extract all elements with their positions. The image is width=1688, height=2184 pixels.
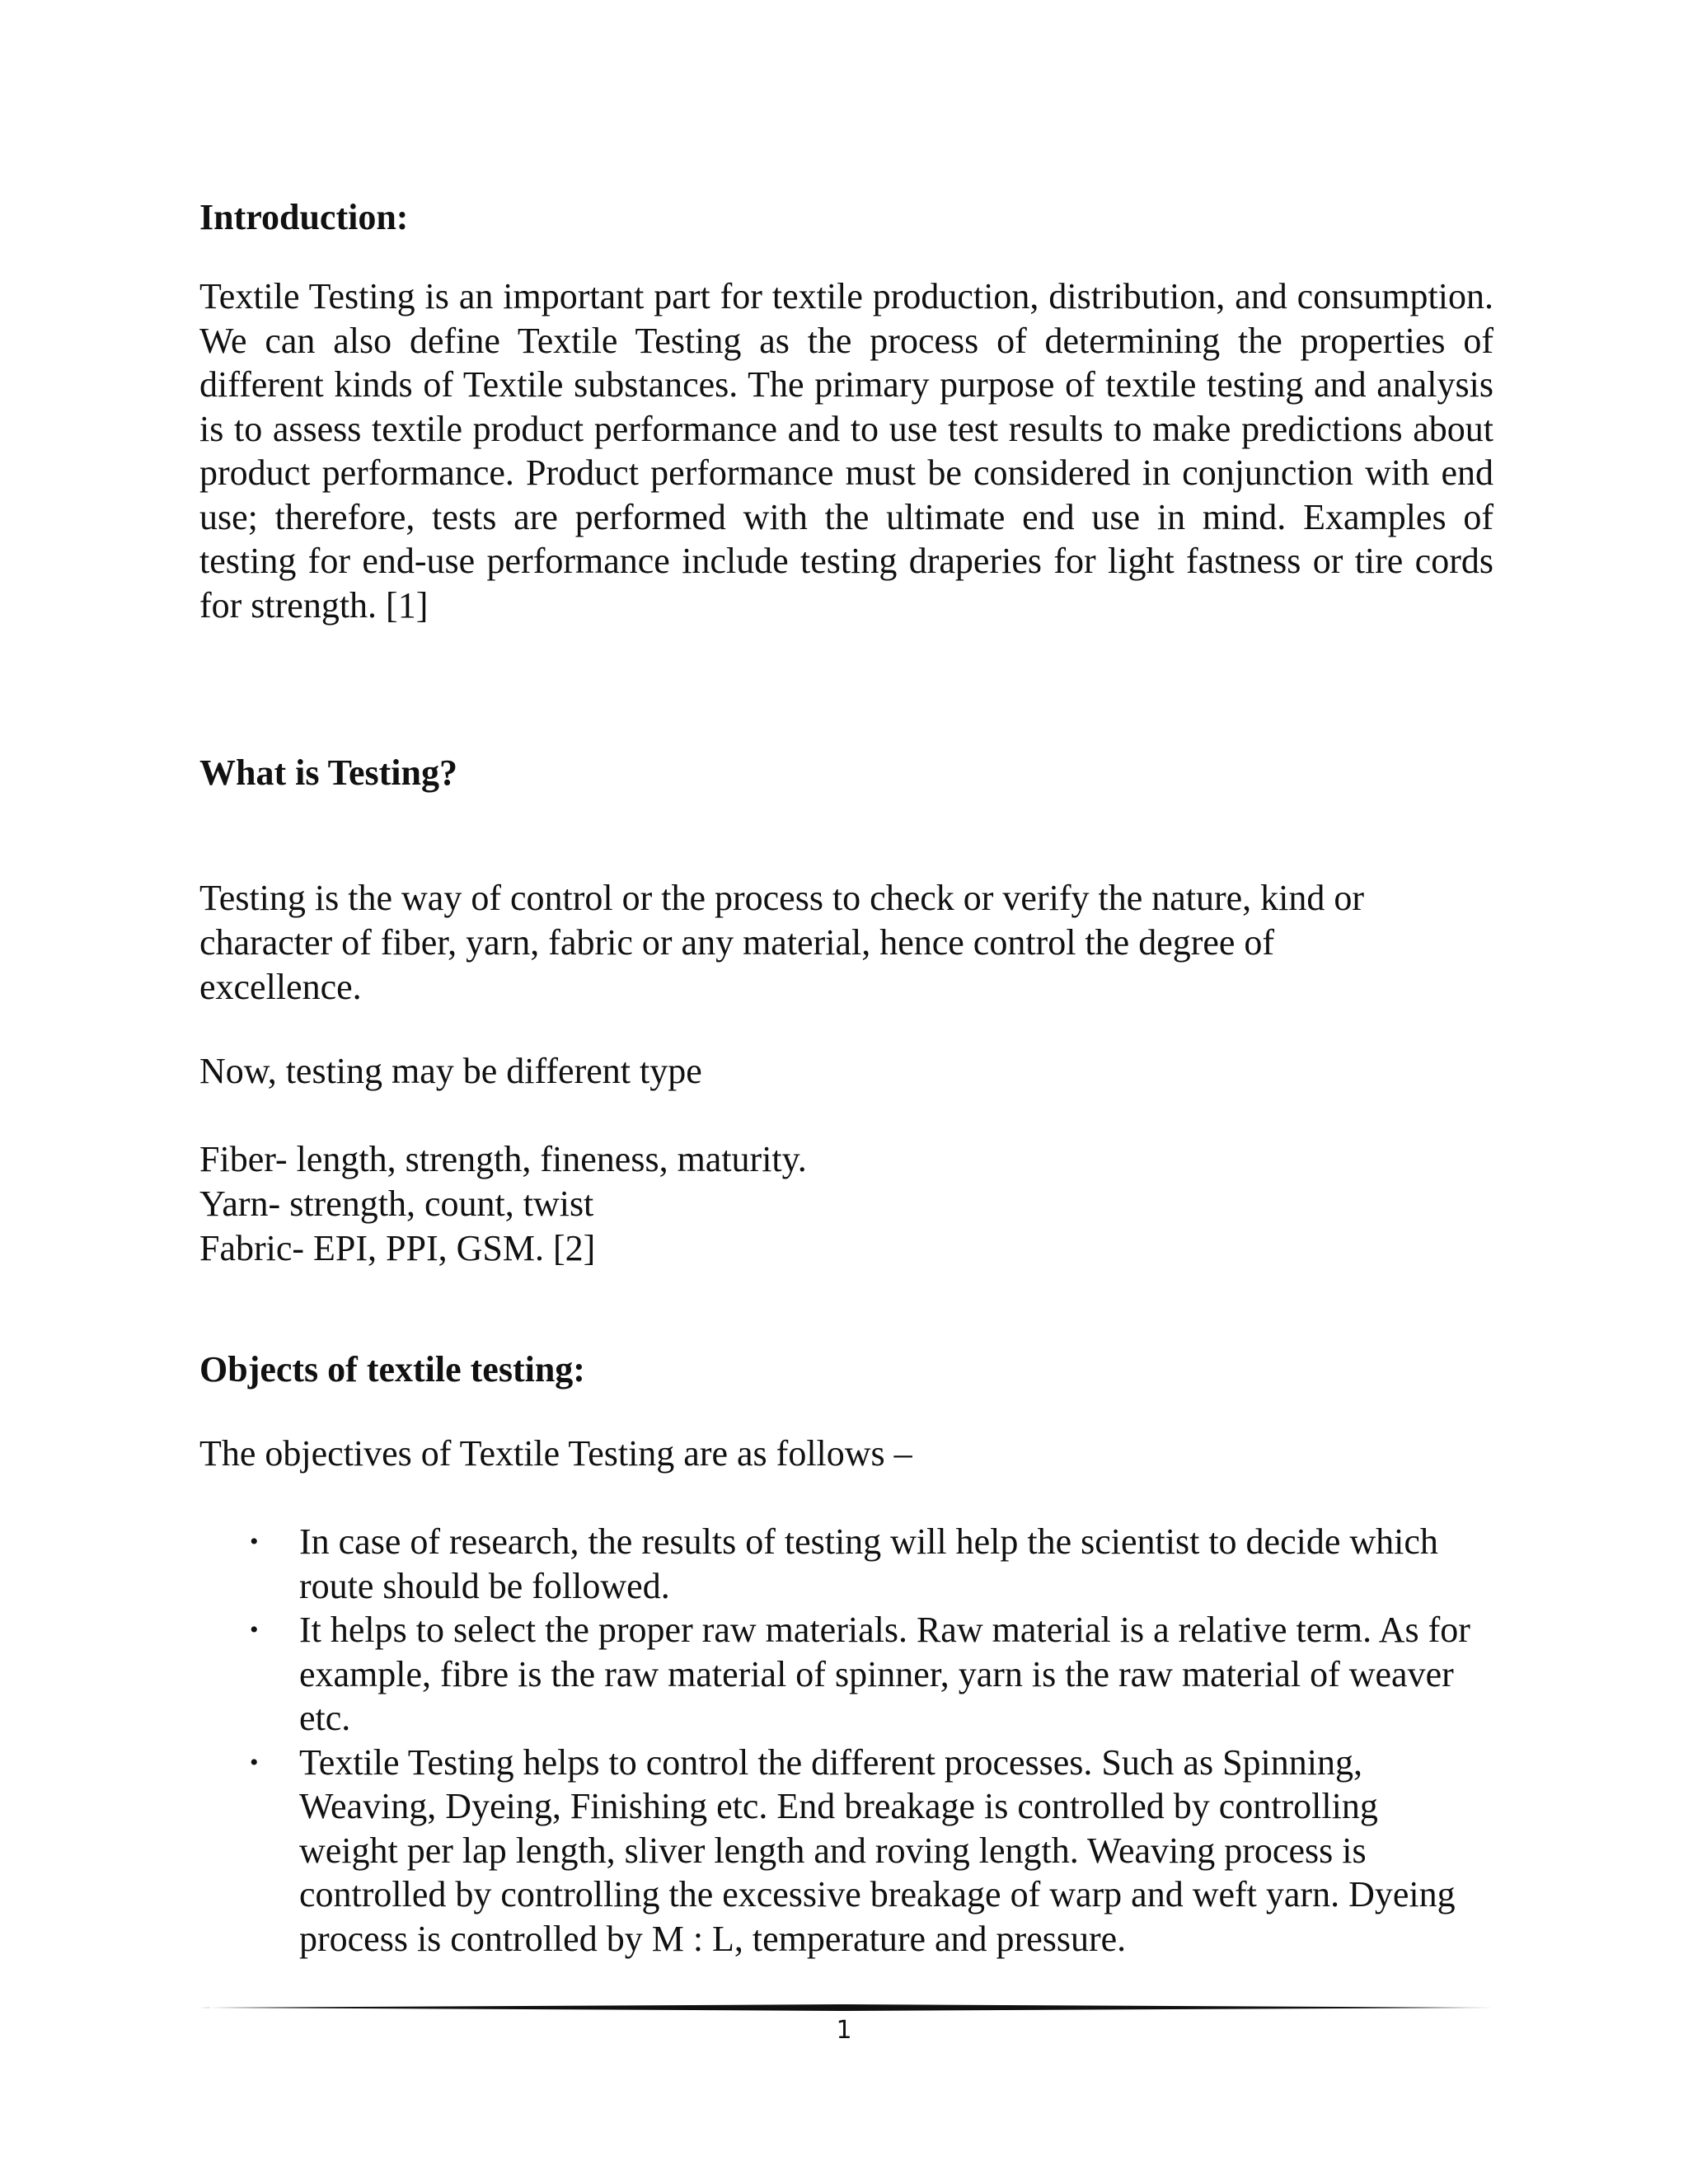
bullet-icon: • bbox=[250, 1616, 259, 1643]
what-is-testing-heading: What is Testing? bbox=[199, 752, 457, 793]
page-number: 1 bbox=[836, 2016, 852, 2045]
list-item bbox=[199, 1608, 1478, 1741]
what-is-testing-line: character of fiber, yarn, fabric or any material, hence control the degree of bbox=[199, 922, 1275, 963]
introduction-paragraph: Textile Testing is an important part for textile production, distribution, and consumption. We can also define Textile Testing as the process of determining the properties of different kinds of Textile substances. The primary purpose of textile testing and analysis is to assess textile product performance and to use test results to make predictions about product performance. Product performance must be considered in conjunction with end use; therefore, tests are performed with the ultimate end use in mind. Examples of testing for end-use performance include testing draperies for light fastness or tire cords for strength. [1] bbox=[199, 276, 1493, 626]
list-item-text: In case of research, the results of testing will help the scientist to decide which route should be followed. bbox=[299, 1521, 1438, 1606]
list-item-text: Textile Testing helps to control the different processes. Such as Spinning, Weaving, Dyeing, Finishing etc. End breakage is controlled by controlling weight per lap length, sliver length and roving length. Weaving process is controlled by controlling the excessive breakage of warp and weft yarn. Dyeing process is controlled by M : L, temperature and pressure. bbox=[299, 1741, 1456, 1959]
list-item-text: It helps to select the proper raw materials. Raw material is a relative term. As for example, fibre is the raw material of spinner, yarn is the raw material of weaver etc. bbox=[299, 1610, 1470, 1738]
bullet-icon: • bbox=[250, 1528, 259, 1555]
bullet-icon: • bbox=[250, 1748, 259, 1776]
introduction-heading: Introduction: bbox=[199, 197, 409, 237]
objectives-list bbox=[199, 1520, 1493, 1961]
list-item bbox=[199, 1520, 1478, 1608]
what-is-testing-line: excellence. bbox=[199, 967, 362, 1007]
objects-intro: The objectives of Textile Testing are as follows – bbox=[199, 1433, 912, 1474]
testing-type-fabric: Fabric- EPI, PPI, GSM. [2] bbox=[199, 1228, 596, 1268]
what-is-testing-line: Testing is the way of control or the process to check or verify the nature, kind or bbox=[199, 878, 1365, 918]
testing-type-fiber: Fiber- length, strength, fineness, maturity. bbox=[199, 1139, 807, 1179]
list-item bbox=[199, 1741, 1478, 1961]
testing-types-intro: Now, testing may be different type bbox=[199, 1051, 702, 1091]
objects-heading: Objects of textile testing: bbox=[199, 1349, 585, 1390]
footer-divider bbox=[199, 2001, 1493, 2014]
testing-type-yarn: Yarn- strength, count, twist bbox=[199, 1183, 594, 1224]
